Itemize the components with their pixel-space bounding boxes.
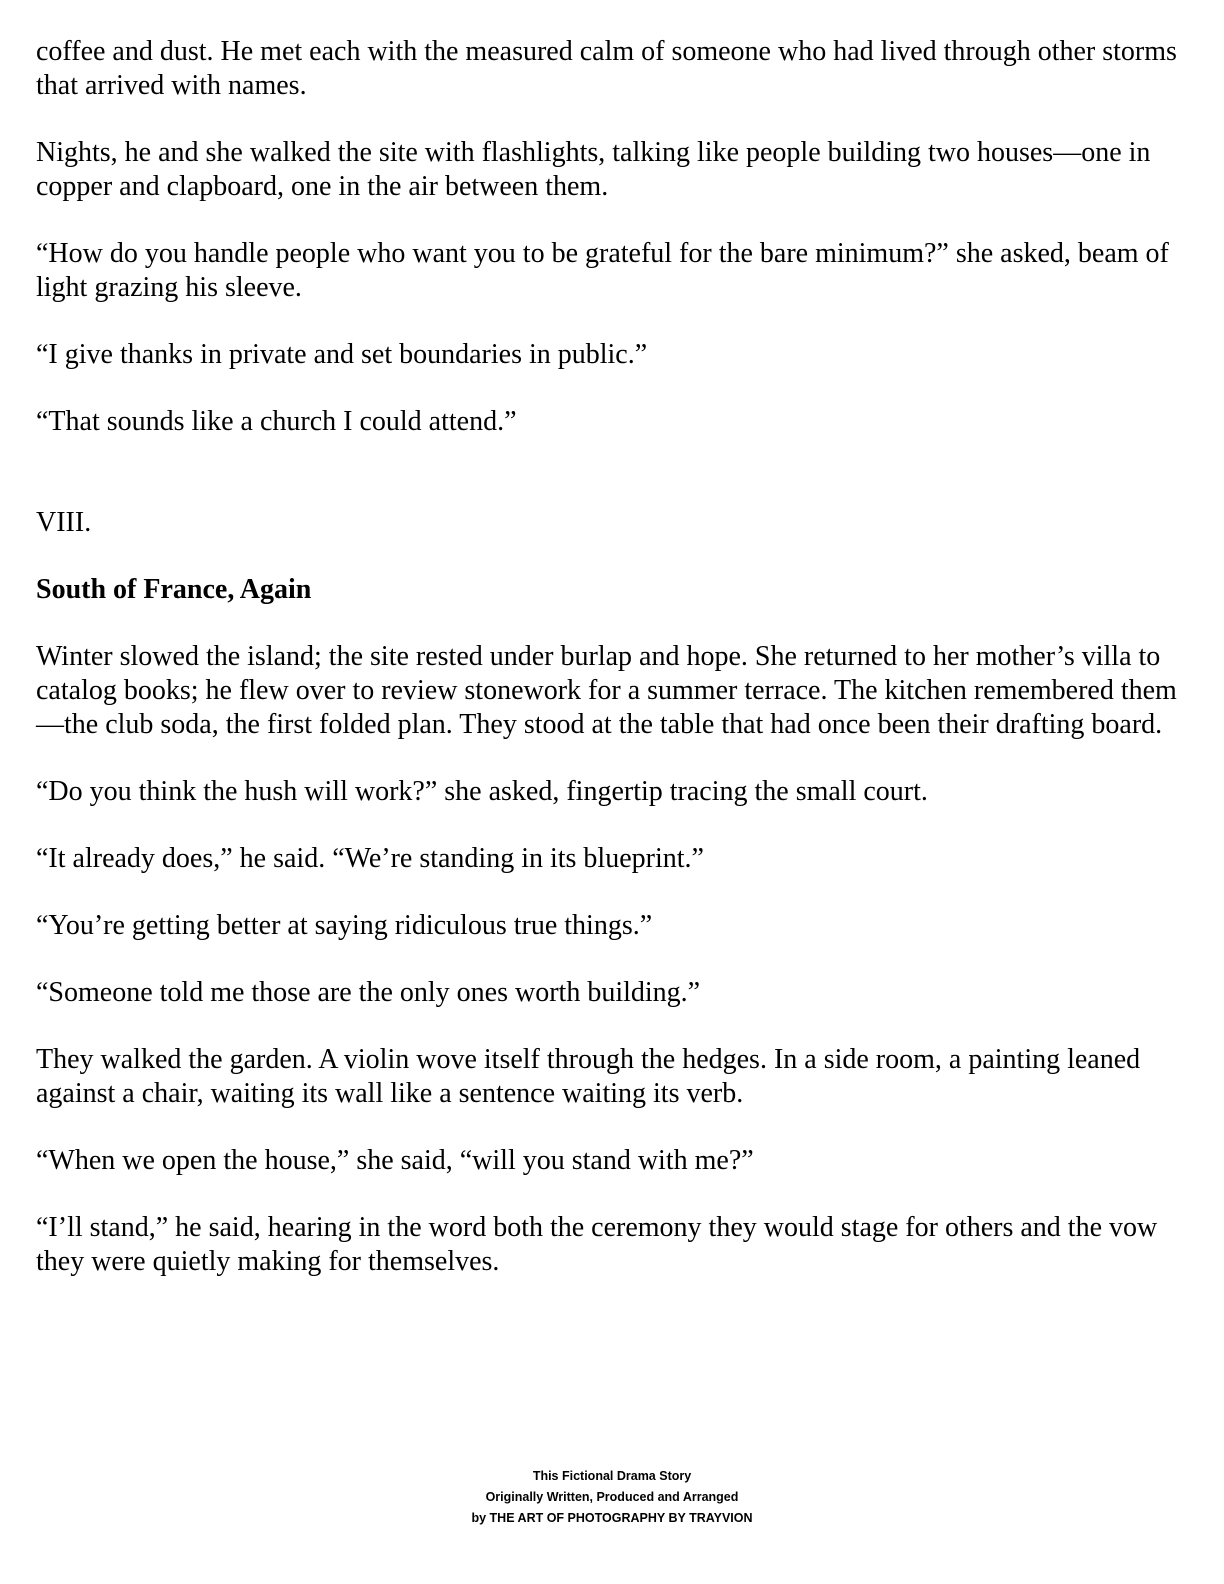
- footer-line-3: by THE ART OF PHOTOGRAPHY BY TRAYVION: [471, 1511, 753, 1525]
- paragraph: coffee and dust. He met each with the measured calm of someone who had lived through other storms that arrived with names.: [36, 36, 1177, 101]
- paragraph: “That sounds like a church I could attend.”: [36, 406, 517, 437]
- paragraph: Nights, he and she walked the site with flashlights, talking like people building two houses—one in copper and clapboard, one in the air between them.: [36, 137, 1151, 202]
- paragraph: “I’ll stand,” he said, hearing in the word both the ceremony they would stage for others and the vow they were quietly making for themselves.: [36, 1212, 1158, 1277]
- paragraph: “You’re getting better at saying ridiculous true things.”: [36, 910, 653, 941]
- story-page: [36, 35, 1188, 1312]
- paragraph: “When we open the house,” she said, “will you stand with me?”: [36, 1145, 754, 1176]
- paragraph: “How do you handle people who want you to be grateful for the bare minimum?” she asked, beam of light grazing his sleeve.: [36, 238, 1169, 303]
- footer-line-2: Originally Written, Produced and Arranged: [485, 1490, 739, 1504]
- footer-line-1: This Fictional Drama Story: [532, 1469, 692, 1483]
- paragraph: “I give thanks in private and set boundaries in public.”: [36, 339, 648, 370]
- section-title: South of France, Again: [36, 574, 312, 605]
- paragraph: “Someone told me those are the only ones worth building.”: [36, 977, 701, 1008]
- credits-footer: [0, 1466, 1224, 1529]
- paragraph: “It already does,” he said. “We’re standing in its blueprint.”: [36, 843, 704, 874]
- paragraph: Winter slowed the island; the site rested under burlap and hope. She returned to her mother’s villa to catalog books; he flew over to review stonework for a summer terrace. The kitchen remembered them—the club soda, the first folded plan. They stood at the table that had once been their drafting board.: [36, 641, 1177, 740]
- paragraph: They walked the garden. A violin wove itself through the hedges. In a side room, a painting leaned against a chair, waiting its wall like a sentence waiting its verb.: [36, 1044, 1141, 1109]
- section-number: VIII.: [36, 507, 92, 538]
- paragraph: “Do you think the hush will work?” she asked, fingertip tracing the small court.: [36, 776, 928, 807]
